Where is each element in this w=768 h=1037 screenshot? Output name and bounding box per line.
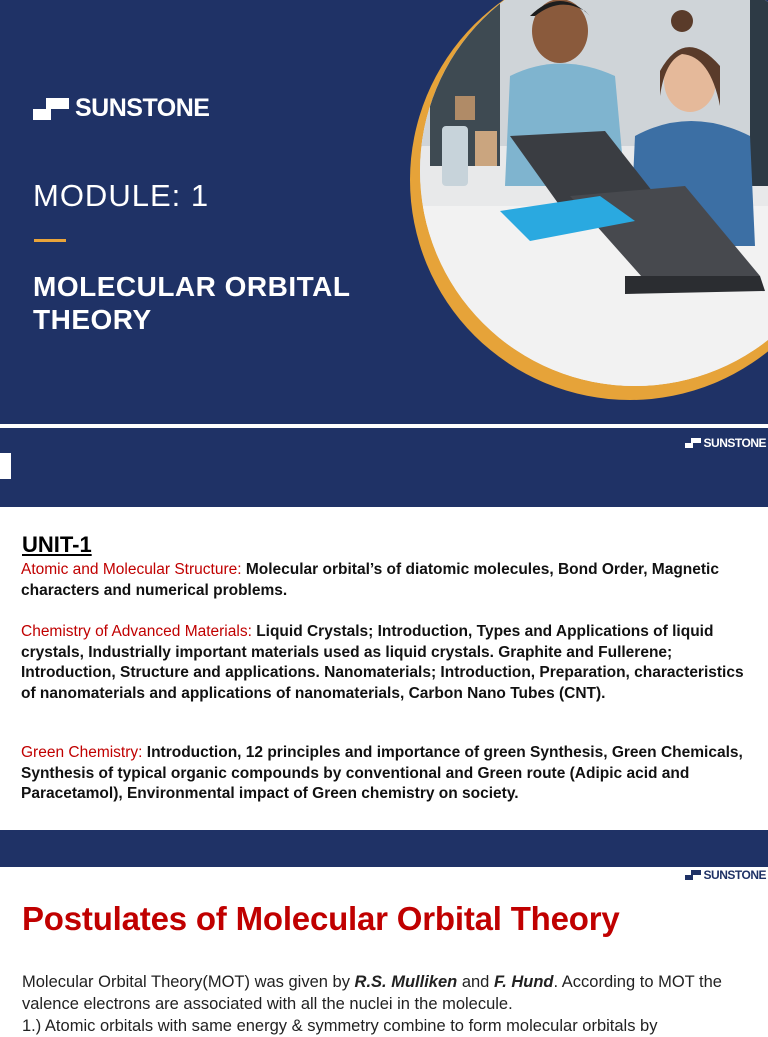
slide-title: Postulates of Molecular Orbital Theory <box>22 900 620 937</box>
section-label: Atomic and Molecular Structure: <box>21 561 242 578</box>
slide-header-bar <box>0 830 768 867</box>
section-label: Green Chemistry: <box>21 744 143 761</box>
intro-text: . According to MOT the valence electrons are associated with all the nuclei in the molecule. <box>22 973 722 1013</box>
scientist-name: F. Hund <box>493 973 554 991</box>
intro-text: and <box>457 973 494 991</box>
title-slide <box>0 0 768 424</box>
section-label: Chemistry of Advanced Materials: <box>21 623 252 640</box>
slide-body-text <box>22 971 762 1037</box>
section-text: Introduction, 12 principles and importance of green Synthesis, Green Chemicals, Synthesis of typical organic compounds by conventional and Green route (Adipic acid and Paracetamol), Environmental impact of Green chemistry on society. <box>21 744 743 802</box>
scientist-name: R.S. Mulliken <box>354 973 458 991</box>
slide-header-bar <box>0 428 768 507</box>
sunstone-logo-icon <box>685 870 701 880</box>
accent-rule <box>34 239 66 242</box>
brand-name: SUNSTONE <box>75 94 210 122</box>
brand-name: SUNSTONE <box>703 436 766 450</box>
slide-title: MOLECULAR ORBITAL THEORY <box>33 271 350 335</box>
section-text: Molecular orbital’s of diatomic molecules, Bond Order, Magnetic characters and numerical problems. <box>21 561 719 599</box>
header-tab-marker <box>0 453 11 479</box>
syllabus-slide <box>0 428 768 828</box>
sunstone-logo-icon <box>685 438 701 448</box>
sunstone-logo-icon <box>33 98 69 120</box>
module-label: MODULE: 1 <box>33 178 210 213</box>
postulate-1: 1.) Atomic orbitals with same energy & symmetry combine to form molecular orbitals by <box>22 1017 658 1035</box>
brand-name: SUNSTONE <box>703 868 766 882</box>
sunstone-logo <box>685 868 766 882</box>
section-advanced-materials <box>21 622 761 704</box>
postulates-slide <box>0 830 768 1035</box>
section-atomic-structure <box>21 560 761 601</box>
intro-text: Molecular Orbital Theory(MOT) was given by <box>22 973 355 991</box>
section-green-chemistry <box>21 743 761 805</box>
section-text: Liquid Crystals; Introduction, Types and Applications of liquid crystals, Industrially important materials used as liquid crystals. Graphite and Fullerene; Introduction, Structure and applications. Nanomaterials; Introduction, Preparation, characteristics of nanomaterials and applications of nanomaterials, Carbon Nano Tubes (CNT). <box>21 623 744 702</box>
unit-heading: UNIT-1 <box>22 532 92 557</box>
sunstone-logo <box>685 436 766 450</box>
sunstone-logo <box>33 94 209 123</box>
